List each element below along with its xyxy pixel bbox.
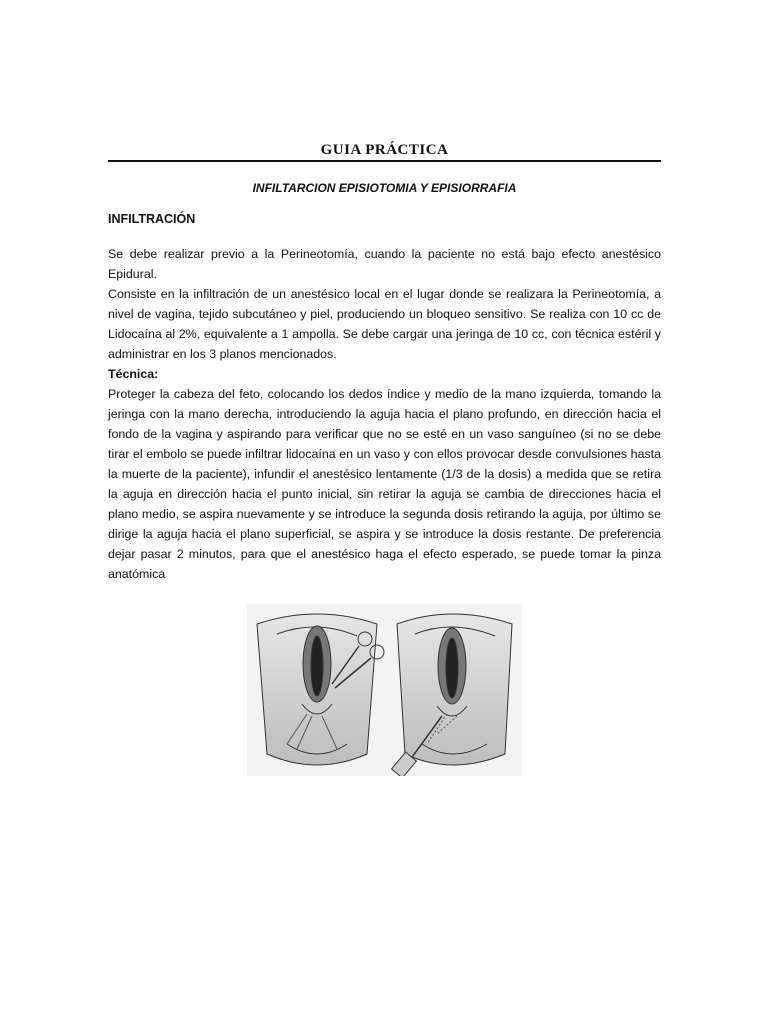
body-text: [108, 244, 661, 584]
infiltration-illustration: [247, 604, 522, 776]
technique-label: Técnica:: [108, 367, 159, 381]
section-heading: INFILTRACIÓN: [108, 212, 196, 226]
left-panel-drawing: [257, 614, 384, 765]
paragraph-technique: Proteger la cabeza del feto, colocando los dedos índice y medio de la mano izquierda, tomando la jeringa con la mano derecha, introduciendo la aguja hacia el plano profundo, en dirección hacia el fondo de la vagina y aspirando para verificar que no se esté en un vaso sanguíneo (si no se debe tirar el embolo se puede infiltrar lidocaína en un vaso y con ellos provocar desde convulsiones hasta la muerte de la paciente), infundir el anestésico lentamente (1/3 de la dosis) a medida que se retira la aguja en dirección hacia el punto inicial, sin retirar la aguja se cambia de direcciones hacia el plano medio, se aspira nuevamente y se introduce la segunda dosis retirando la aguja, por último se dirige la aguja hacia el plano superficial, se aspira y se introduce la dosis restante. De preferencia dejar pasar 2 minutos, para que el anestésico haga el efecto esperado, se puede tomar la pinza anatómica: [108, 387, 661, 581]
page-title: GUIA PRÁCTICA: [320, 142, 449, 158]
paragraph-description: Consiste en la infiltración de un anestésico local en el lugar donde se realizara la Perineotomía, a nivel de vagina, tejido subcutáneo y piel, produciendo un bloqueo sensitivo. Se realiza con 10 cc de Lidocaína al 2%, equivalente a 1 ampolla. Se debe cargar una jeringa de 10 cc, con técnica estéril y administrar en los 3 planos mencionados.: [108, 287, 661, 361]
paragraph-intro: Se debe realizar previo a la Perineotomía, cuando la paciente no está bajo efecto anestésico Epidural.: [108, 247, 661, 281]
title-divider: [108, 160, 661, 162]
right-panel-drawing: [392, 614, 512, 776]
document-subtitle: INFILTARCION EPISIOTOMIA Y EPISIORRAFIA: [252, 181, 517, 195]
